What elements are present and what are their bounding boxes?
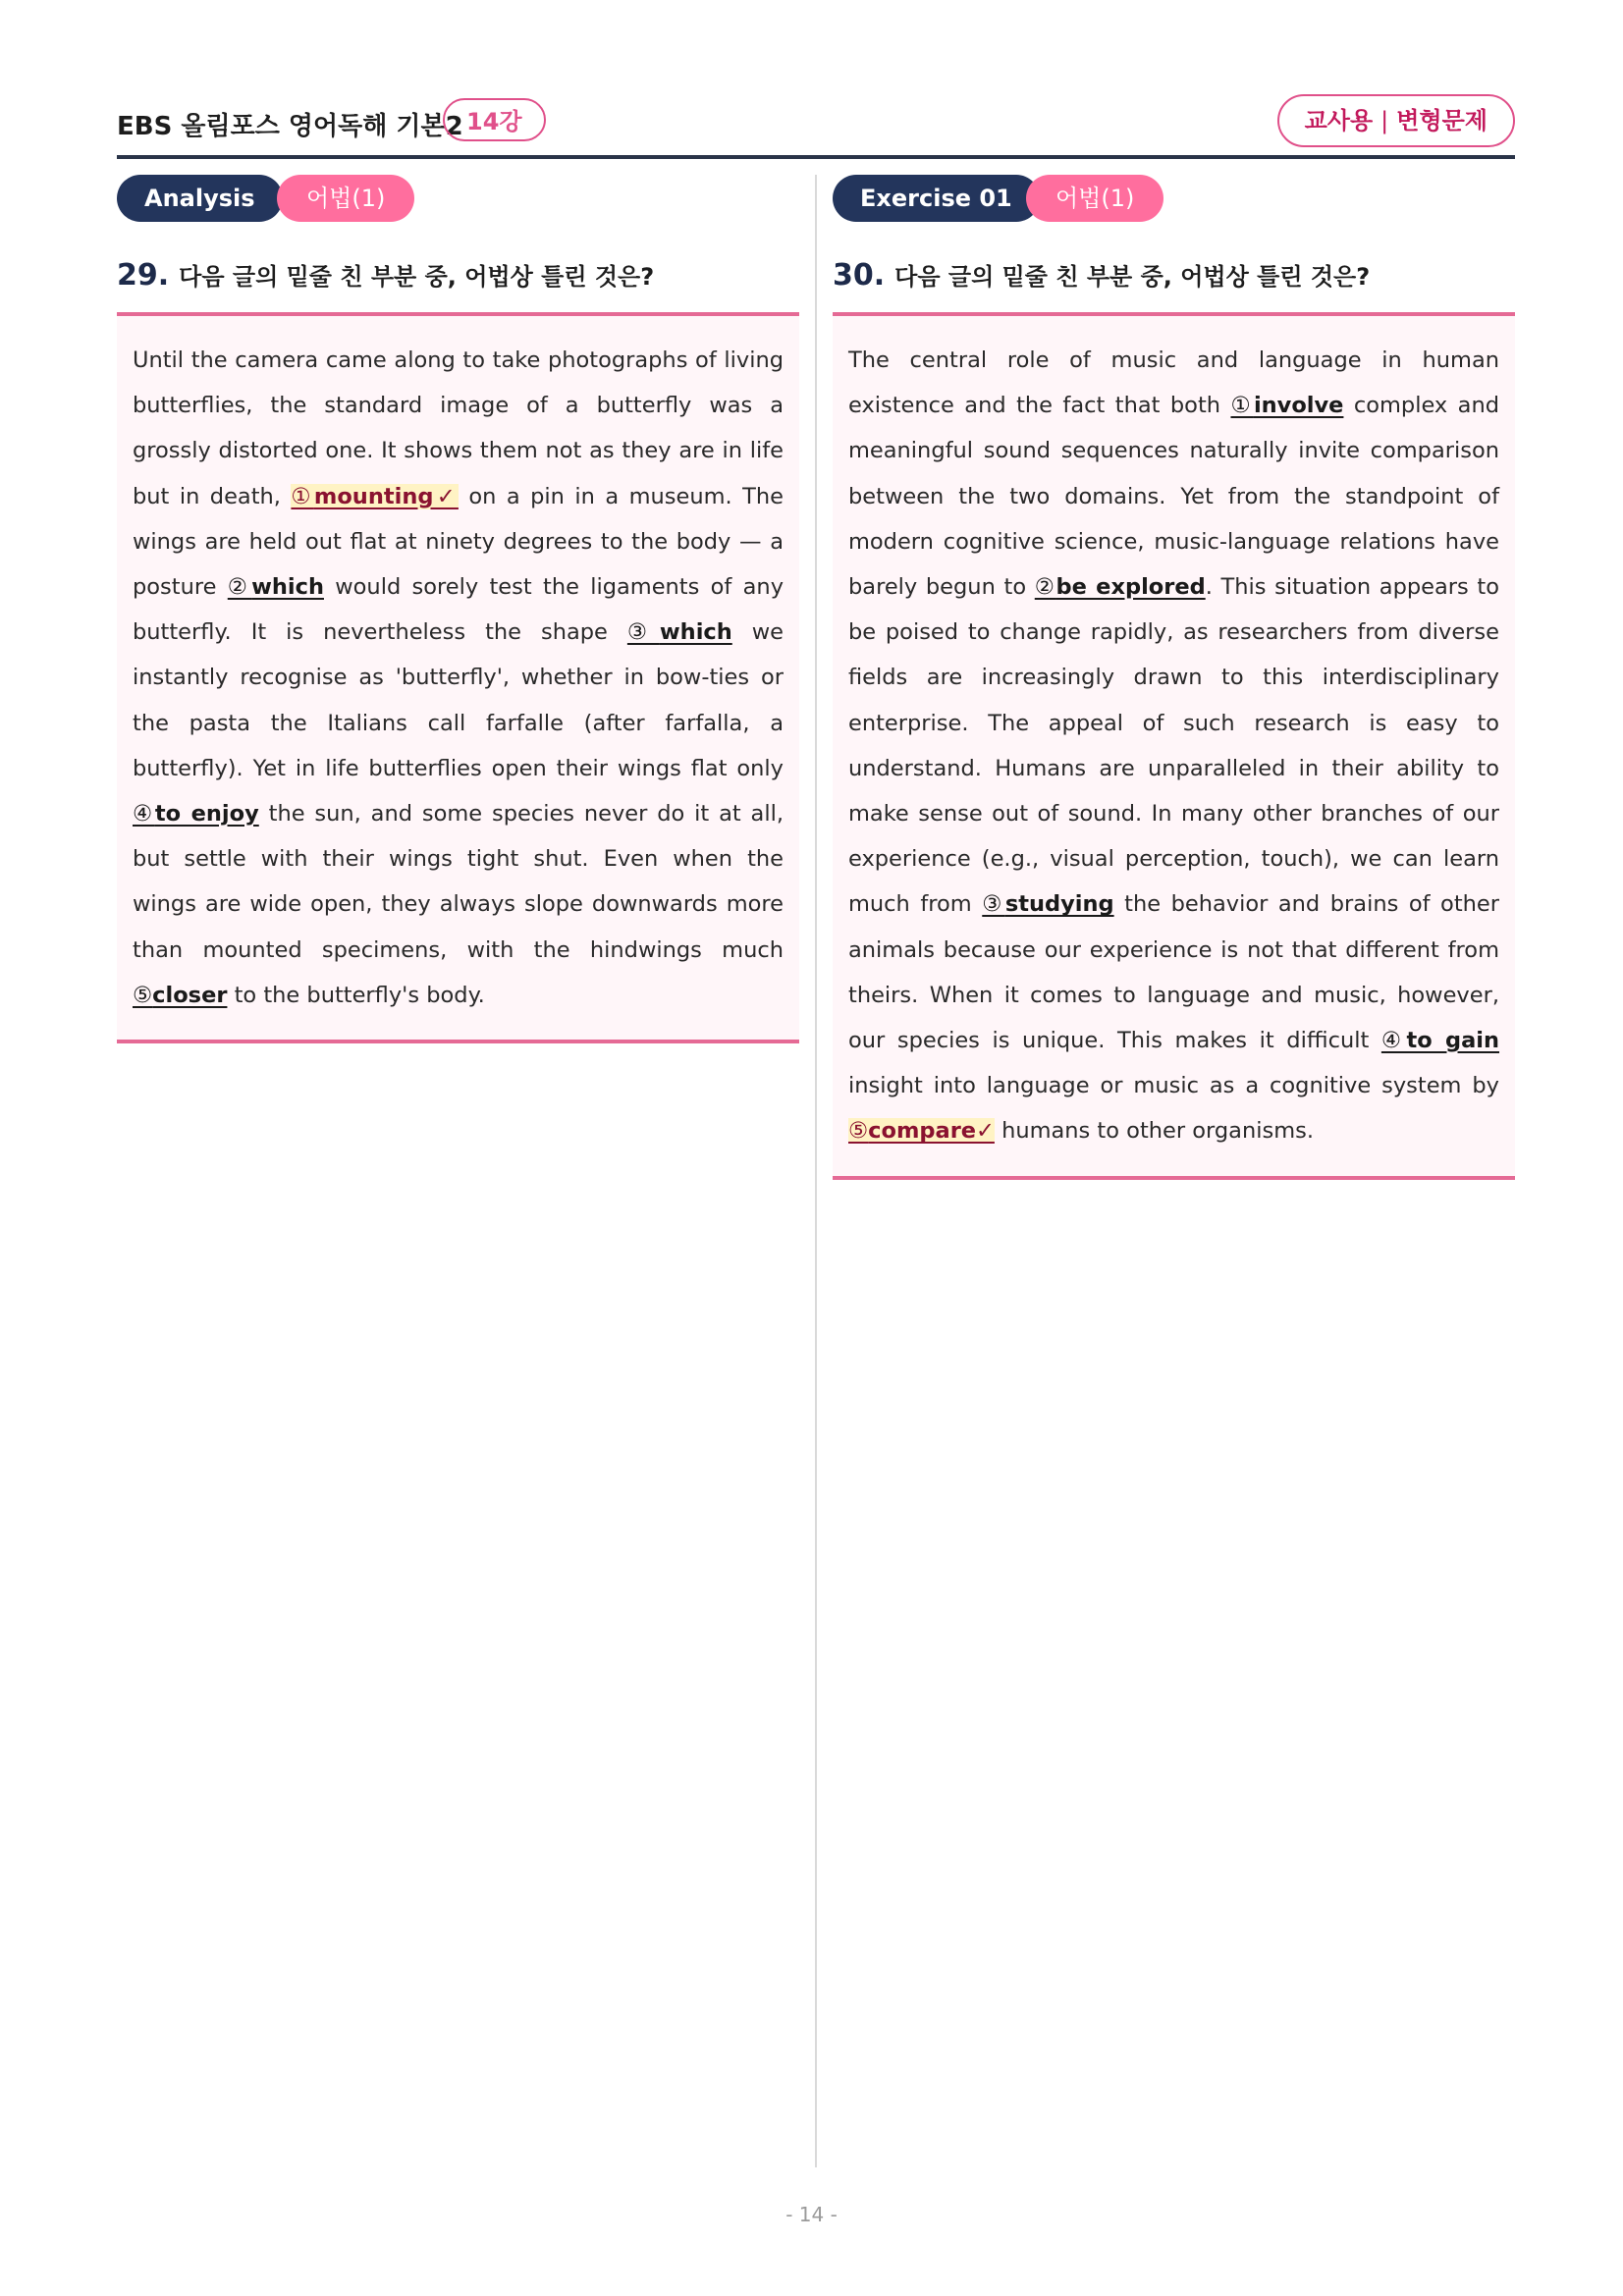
choice-text: involve bbox=[1253, 393, 1344, 419]
passage-segment: we instantly recognise as 'butterfly', whether in bow-ties or the pasta the Italians call farfalle (after farfalla, a butterfly). Yet in life butterflies open their wings flat only bbox=[133, 619, 784, 781]
right-column bbox=[833, 175, 1515, 1180]
underlined-choice bbox=[133, 983, 227, 1008]
passage-segment: the behavior and brains of other animals because our experience is not that different from theirs. When it comes to language and music, however, our species is unique. This makes it difficult bbox=[848, 891, 1500, 1054]
choice-number: ⑤ bbox=[133, 982, 153, 1008]
underlined-choice bbox=[1035, 574, 1206, 600]
underlined-choice bbox=[1230, 393, 1343, 418]
underlined-choice bbox=[982, 891, 1113, 917]
audience-label: 교사용 bbox=[1304, 107, 1374, 134]
underlined-choice bbox=[627, 619, 732, 645]
answer-choice bbox=[291, 484, 459, 509]
left-column bbox=[117, 175, 799, 1043]
grammar-tag: 어법(1) bbox=[1026, 175, 1163, 222]
right-tags bbox=[833, 175, 1515, 222]
passage-segment: complex and meaningful sound sequences naturally invite comparison between the two domains. Yet from the standpoint of modern cognitive science, music-language relations have barely begun to bbox=[848, 393, 1499, 601]
choice-number: ④ bbox=[133, 801, 155, 828]
choice-text: which bbox=[251, 574, 324, 601]
passage-segment: to the butterfly's body. bbox=[227, 982, 485, 1008]
choice-text: compare✓ bbox=[868, 1118, 995, 1145]
lesson-badge: 14강 bbox=[443, 98, 546, 141]
question-30 bbox=[833, 257, 1515, 296]
question-text: 다음 글의 밑줄 친 부분 중, 어법상 틀린 것은? bbox=[179, 263, 655, 291]
question-text: 다음 글의 밑줄 친 부분 중, 어법상 틀린 것은? bbox=[894, 263, 1371, 291]
badge-separator: | bbox=[1380, 107, 1389, 134]
passage-box bbox=[833, 312, 1515, 1180]
choice-text: be explored bbox=[1055, 574, 1206, 601]
left-tags bbox=[117, 175, 799, 222]
grammar-tag: 어법(1) bbox=[277, 175, 414, 222]
column-divider bbox=[815, 175, 817, 2167]
choice-text: closer bbox=[152, 982, 228, 1008]
book-title: EBS 올림포스 영어독해 기본2 bbox=[117, 112, 463, 141]
choice-text: which bbox=[659, 619, 732, 646]
header-rule bbox=[117, 155, 1515, 159]
analysis-tag: Analysis bbox=[117, 175, 283, 222]
passage-segment: would sorely test the ligaments of any butterfly. It is nevertheless the shape bbox=[133, 574, 784, 646]
answer-choice bbox=[848, 1118, 995, 1144]
page-header bbox=[117, 94, 1515, 157]
passage-segment: Until the camera came along to take photographs of living butterflies, the standard image of a butterfly was a grossly distorted one. It shows them not as they are in life but in death, bbox=[133, 347, 784, 509]
passage-segment: insight into language or music as a cognitive system by bbox=[848, 1073, 1499, 1099]
type-label: 변형문제 bbox=[1396, 107, 1488, 134]
passage-text bbox=[133, 338, 784, 1018]
passage-segment: The central role of music and language in human existence and the fact that both bbox=[848, 347, 1499, 419]
choice-number: ① bbox=[1230, 393, 1254, 419]
choice-text: mounting✓ bbox=[313, 483, 459, 509]
choice-text: to enjoy bbox=[154, 801, 259, 828]
choice-number: ② bbox=[227, 574, 252, 601]
page-number: - 14 - bbox=[785, 2203, 838, 2226]
choice-number: ③ bbox=[982, 891, 1005, 918]
underlined-choice bbox=[1381, 1028, 1499, 1053]
choice-number: ① bbox=[291, 483, 314, 509]
passage-segment: on a pin in a museum. The wings are held out flat at ninety degrees to the body — a posture bbox=[133, 483, 784, 601]
choice-number: ④ bbox=[1380, 1028, 1407, 1054]
question-number: 30. bbox=[833, 258, 886, 293]
question-29 bbox=[117, 257, 799, 296]
choice-number: ② bbox=[1034, 574, 1056, 601]
teacher-edition-badge bbox=[1277, 94, 1515, 147]
passage-box bbox=[117, 312, 799, 1043]
passage-text bbox=[848, 338, 1499, 1154]
passage-segment: the sun, and some species never do it at all, but settle with their wings tight shut. Even when the wings are wide open, they always slope downwards more than mounted specimens, with the hindwings much bbox=[133, 801, 784, 963]
choice-number: ⑤ bbox=[848, 1118, 869, 1145]
choice-number: ③ bbox=[626, 619, 660, 646]
exercise-tag: Exercise 01 bbox=[833, 175, 1040, 222]
passage-segment: . This situation appears to be poised to change rapidly, as researchers from diverse fields are increasingly drawn to this interdisciplinary enterprise. The appeal of such research is easy to understand. Humans are unparalleled in their ability to make sense out of sound. In many other branches of our experience (e.g., visual perception, touch), we can learn much from bbox=[848, 574, 1499, 918]
underlined-choice bbox=[133, 801, 259, 827]
question-number: 29. bbox=[117, 258, 170, 293]
choice-text: to gain bbox=[1406, 1028, 1500, 1054]
passage-segment: humans to other organisms. bbox=[994, 1118, 1314, 1145]
underlined-choice bbox=[228, 574, 324, 600]
choice-text: studying bbox=[1004, 891, 1114, 918]
